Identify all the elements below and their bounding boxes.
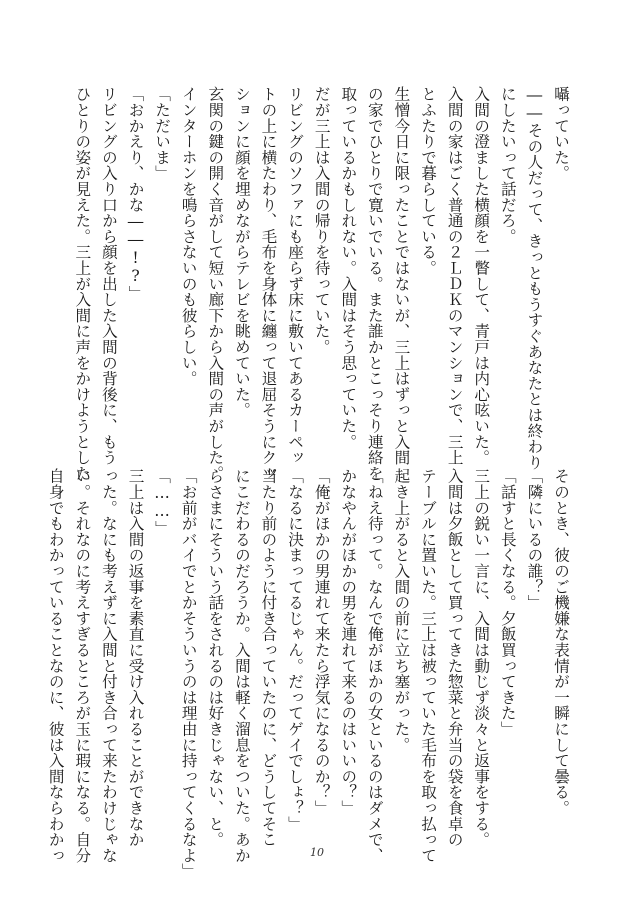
text-column: かなやんがほかの男を連れて来るのはいいの？」 bbox=[339, 468, 358, 816]
text-column: ――その人だって、きっともうすぐあなたとは終わり bbox=[525, 86, 544, 470]
text-column: 「……」 bbox=[153, 468, 172, 536]
text-column: い。それなのに考えすぎるところが玉に瑕になる。自分 bbox=[73, 468, 92, 863]
text-column: とふたりで暮らしている。 bbox=[419, 86, 438, 276]
text-column: 囁っていた。 bbox=[552, 86, 570, 181]
page-number: 10 bbox=[310, 846, 324, 859]
text-column: 「ねえ待って。なんで俺がほかの女といるのはダメで、 bbox=[365, 468, 384, 863]
text-column: リビングの入り口から顔を出した入間の背後に、もう bbox=[99, 86, 118, 466]
text-column: だが三上は入間の帰りを待っていた。 bbox=[312, 86, 331, 355]
text-column: ひとりの姿が見えた。三上が入間に声をかけようとした bbox=[73, 86, 92, 481]
text-column: トの上に横たわり、毛布を身体に纏って退屈そうにクッ bbox=[259, 86, 278, 481]
text-column: リビングのソファにも座らず床に敷いてあるカーペッ bbox=[286, 86, 305, 466]
text-column: 生憎今日に限ったことではないが、三上はずっと入間 bbox=[392, 86, 411, 466]
text-column: そのとき、彼のご機嫌な表情が一瞬にして曇る。 bbox=[552, 468, 570, 816]
text-column: 取っているかもしれない。入間はそう思っていた。 bbox=[339, 86, 358, 450]
text-column: 「お前がバイでとかそういうのは理由に持ってくるなよ」 bbox=[179, 468, 198, 879]
text-column: 三上の鋭い一言に、入間は動じず淡々と返事をする。 bbox=[472, 468, 491, 848]
text-column: 「ただいま」 bbox=[153, 86, 172, 181]
text-column: 「俺がほかの男連れて来たら浮気になるのか？」 bbox=[312, 468, 331, 816]
text-column: 入間は夕飯として買ってきた惣菜と弁当の袋を食卓の bbox=[445, 468, 464, 848]
text-column: 自身でもわかっていることなのに、彼は入間ならわかっ bbox=[46, 468, 65, 863]
text-column: 入間の澄ました横顔を一瞥して、青戸は内心呟いた。 bbox=[472, 86, 491, 466]
text-column: にしたいって話だろ。 bbox=[498, 86, 517, 244]
text-column: 起き上がると入間の前に立ち塞がった。 bbox=[392, 468, 411, 753]
text-column: 「おかえり、かな――!?」 bbox=[126, 86, 145, 301]
text-column: 三上は入間の返事を素直に受け入れることができなか bbox=[126, 468, 145, 848]
text-column: った。なにも考えずに入間と付き合って来たわけじゃな bbox=[99, 468, 118, 863]
text-column: 入間の家はごく普通の２ＬＤＫのマンションで、三上 bbox=[445, 86, 464, 466]
text-column: 「隣にいるの誰？」 bbox=[525, 468, 544, 611]
text-column: の家でひとりで寛いでいる。また誰かとこっそり連絡を bbox=[365, 86, 384, 481]
text-column: 「なるに決まってるじゃん。だってゲイでしょ？」 bbox=[286, 468, 305, 832]
text-column: ションに顔を埋めながらテレビを眺めていた。 bbox=[232, 86, 251, 418]
top-text-block bbox=[69, 86, 574, 481]
text-column: インターホンを鳴らさないのも彼らしい。 bbox=[179, 86, 198, 387]
text-column: 「話すと長くなる。夕飯買ってきた」 bbox=[498, 468, 517, 737]
text-column: らさまにそういう話をされるのは好きじゃない、と。 bbox=[206, 468, 225, 848]
text-column: テーブルに置いた。三上は被っていた毛布を取っ払って bbox=[419, 468, 438, 863]
text-column: 玄関の鍵の開く音がして短い廊下から入間の声がした。 bbox=[206, 86, 225, 481]
text-column: にこだわるのだろうか。入間は軽く溜息をついた。あか bbox=[232, 468, 251, 863]
text-column: 当たり前のように付き合っていたのに、どうしてそこ bbox=[259, 468, 278, 848]
